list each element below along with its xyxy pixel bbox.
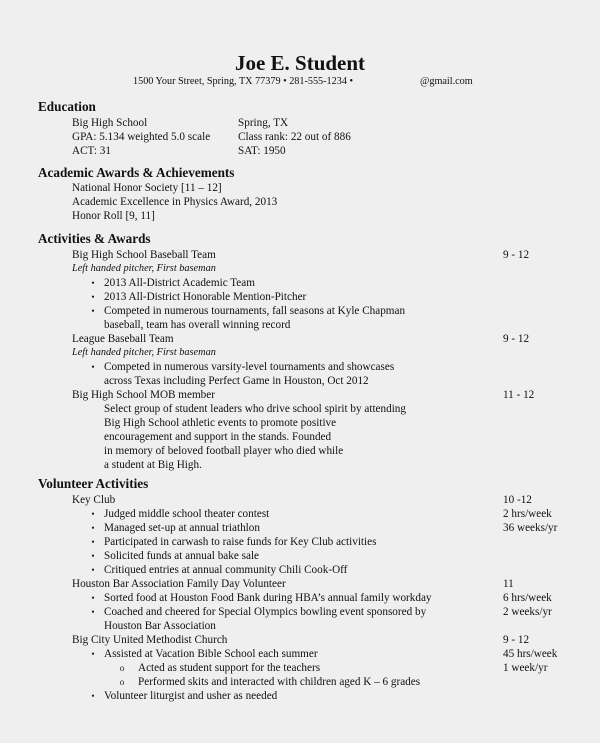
sub-bullet-icon: o [119, 677, 125, 687]
bullet-text-cont: across Texas including Perfect Game in Houston, Oct 2012 [104, 375, 369, 387]
bullet-text-cont: baseball, team has overall winning record [104, 319, 291, 331]
bullet-text: Volunteer liturgist and usher as needed [104, 690, 278, 702]
bullet-text: Participated in carwash to raise funds for Key Club activities [104, 536, 377, 548]
activity-description: Big High School athletic events to promote positive [104, 417, 337, 429]
activity-description: encouragement and support in the stands. Founded [104, 431, 332, 443]
bullet-text: Managed set-up at annual triathlon [104, 522, 260, 534]
contact-line [133, 75, 553, 89]
bullet-text-cont: Houston Bar Association [104, 620, 216, 632]
time-commitment: 2 weeks/yr [503, 606, 552, 618]
bullet-text: Competed in numerous varsity-level tournaments and showcases [104, 361, 395, 373]
class-rank: Class rank: 22 out of 886 [238, 131, 351, 143]
bullet-icon: • [91, 551, 95, 561]
act-score: ACT: 31 [72, 145, 111, 157]
bullet-icon: • [91, 691, 95, 701]
bullet-text: 2013 All-District Academic Team [104, 277, 255, 289]
bullet-text: Judged middle school theater contest [104, 508, 270, 520]
activity-description: a student at Big High. [104, 459, 202, 471]
sub-bullet-icon: o [119, 663, 125, 673]
activity-role: Left handed pitcher, First baseman [72, 263, 216, 274]
volunteer-years: 9 - 12 [503, 634, 530, 646]
bullet-text: Solicited funds at annual bake sale [104, 550, 260, 562]
volunteer-years: 10 -12 [503, 494, 532, 506]
bullet-icon: • [91, 509, 95, 519]
bullet-icon: • [91, 278, 95, 288]
bullet-text: Critiqued entries at annual community Chili Cook-Off [104, 564, 348, 576]
bullet-icon: • [91, 607, 95, 617]
bullet-icon: • [91, 306, 95, 316]
activity-title: Big High School Baseball Team [72, 249, 216, 261]
activities-heading: Activities & Awards [38, 231, 151, 246]
time-commitment: 2 hrs/week [503, 508, 552, 520]
activity-title: League Baseball Team [72, 333, 174, 345]
bullet-text: Competed in numerous tournaments, fall seasons at Kyle Chapman [104, 305, 406, 317]
bullet-icon: • [91, 292, 95, 302]
volunteer-heading: Volunteer Activities [38, 476, 149, 491]
volunteer-org: Houston Bar Association Family Day Volunteer [72, 578, 286, 590]
sat-score: SAT: 1950 [238, 145, 286, 157]
academic-item: Honor Roll [9, 11] [72, 210, 155, 222]
activity-description: in memory of beloved football player who died while [104, 445, 344, 457]
gpa: GPA: 5.134 weighted 5.0 scale [72, 131, 211, 143]
activity-title: Big High School MOB member [72, 389, 215, 401]
time-commitment: 1 week/yr [503, 662, 548, 674]
sub-bullet-text: Acted as student support for the teachers [138, 662, 321, 674]
email[interactable]: @gmail.com [420, 76, 473, 87]
activity-years: 9 - 12 [503, 333, 530, 345]
bullet-icon: • [91, 565, 95, 575]
time-commitment: 45 hrs/week [503, 648, 558, 660]
activity-role: Left handed pitcher, First baseman [72, 347, 216, 358]
activity-years: 11 - 12 [503, 389, 535, 401]
bullet-icon: • [91, 362, 95, 372]
volunteer-years: 11 [503, 578, 514, 590]
bullet-text: Sorted food at Houston Food Bank during HBA’s annual family workday [104, 592, 432, 604]
academic-heading: Academic Awards & Achievements [38, 165, 235, 180]
bullet-icon: • [91, 649, 95, 659]
bullet-text: 2013 All-District Honorable Mention-Pitcher [104, 291, 307, 303]
bullet-text: Coached and cheered for Special Olympics bowling event sponsored by [104, 606, 427, 618]
bullet-text: Assisted at Vacation Bible School each summer [104, 648, 318, 660]
address-phone: 1500 Your Street, Spring, TX 77379 • 281-555-1234 • [133, 76, 354, 87]
time-commitment: 36 weeks/yr [503, 522, 558, 534]
academic-item: Academic Excellence in Physics Award, 2013 [72, 196, 278, 208]
school-name: Big High School [72, 117, 148, 129]
volunteer-org: Key Club [72, 494, 116, 506]
bullet-icon: • [91, 593, 95, 603]
academic-item: National Honor Society [11 – 12] [72, 182, 222, 194]
bullet-icon: • [91, 537, 95, 547]
activity-years: 9 - 12 [503, 249, 530, 261]
time-commitment: 6 hrs/week [503, 592, 552, 604]
activity-description: Select group of student leaders who drive school spirit by attending [104, 403, 406, 415]
resume-name: Joe E. Student [234, 51, 366, 75]
sub-bullet-text: Performed skits and interacted with children aged K – 6 grades [138, 676, 421, 688]
bullet-icon: • [91, 523, 95, 533]
volunteer-org: Big City United Methodist Church [72, 634, 228, 646]
education-heading: Education [38, 99, 96, 114]
school-location: Spring, TX [238, 117, 289, 129]
